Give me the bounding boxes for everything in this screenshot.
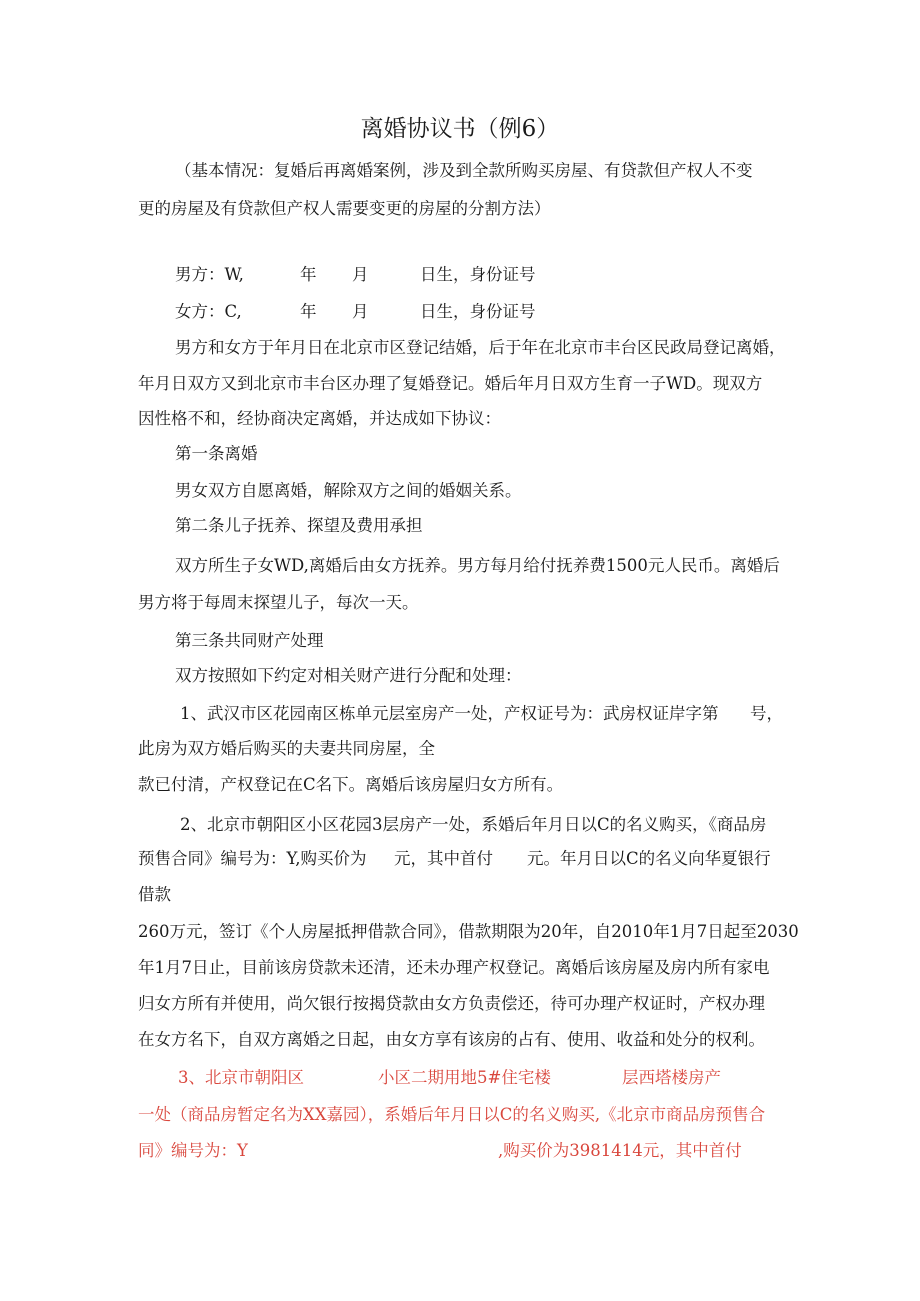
item-3-line-1b: 小区二期用地5#住宅楼 (378, 1068, 551, 1087)
item-2-line-2b: 元，其中首付 (394, 849, 493, 868)
article-2-line-1: 双方所生子女WD,离婚后由女方抚养。男方每月给付抚养费1500元人民币。离婚后 (175, 556, 780, 575)
item-2-line-7: 在女方名下，自双方离婚之日起，由女方享有该房的占有、使用、收益和处分的权利。 (138, 1030, 765, 1049)
woman-info-line (175, 301, 242, 323)
item-2-line-2c: 元。年月日以C的名义向华夏银行 (527, 849, 771, 868)
man-month: 月 (352, 265, 369, 284)
man-year: 年 (300, 265, 317, 284)
article-2-line-2: 男方将于每周末探望儿子，每次一天。 (138, 593, 419, 612)
item-2-line-5: 年1月7日止，目前该房贷款未还清，还未办理产权登记。离婚后该房屋及房内所有家电 (138, 958, 770, 977)
woman-rest: 日生，身份证号 (420, 302, 536, 321)
woman-year: 年 (300, 302, 317, 321)
item-3-line-3a: 同》编号为：Y (138, 1141, 248, 1160)
man-info-line (175, 264, 244, 286)
item-1-line-1a: 1、武汉市区花园南区栋单元层室房产一处，产权证号为：武房权证岸字第 (180, 704, 719, 723)
item-2-line-2a: 预售合同》编号为：Y,购买价为 (138, 849, 367, 868)
item-2-line-4: 260万元，签订《个人房屋抵押借款合同》，借款期限为20年，自2010年1月7日起至2030 (138, 922, 799, 941)
item-3-line-3b: ,购买价为3981414元，其中首付 (498, 1141, 742, 1160)
article-2-heading: 第二条儿子抚养、探望及费用承担 (175, 516, 423, 535)
intro-line-2: 更的房屋及有贷款但产权人需要变更的房屋的分割方法） (138, 199, 551, 218)
article-1-text: 男女双方自愿离婚，解除双方之间的婚姻关系。 (175, 481, 522, 500)
man-label: 男方：W, (175, 265, 244, 284)
preamble-line-1: 男方和女方于年月日在北京市区登记结婚，后于年在北京市丰台区民政局登记离婚， (175, 338, 786, 357)
article-3-intro: 双方按照如下约定对相关财产进行分配和处理： (175, 666, 522, 685)
preamble-line-2: 年月日双方又到北京市丰台区办理了复婚登记。婚后年月日双方生育一子WD。现双方 (138, 374, 763, 393)
item-1-line-3: 款已付清，产权登记在C名下。离婚后该房屋归女方所有。 (138, 775, 564, 794)
item-1-line-1b: 号， (750, 704, 783, 723)
item-2-line-1: 2、北京市朝阳区小区花园3层房产一处，系婚后年月日以C的名义购买，《商品房 (180, 815, 767, 834)
intro-line-1: （基本情况：复婚后再离婚案例，涉及到全款所购买房屋、有贷款但产权人不变 (175, 161, 753, 180)
article-1-heading: 第一条离婚 (175, 444, 258, 463)
item-1-line-2: 此房为双方婚后购买的夫妻共同房屋，全 (138, 739, 435, 758)
document-title: 离婚协议书（例6） (360, 116, 560, 142)
preamble-line-3: 因性格不和，经协商决定离婚，并达成如下协议： (138, 409, 501, 428)
woman-label: 女方：C, (175, 302, 242, 321)
man-rest: 日生，身份证号 (420, 265, 536, 284)
woman-month: 月 (352, 302, 369, 321)
item-2-line-3: 借款 (138, 885, 171, 904)
item-3-line-1a: 3、北京市朝阳区 (178, 1068, 304, 1087)
item-3-line-2: 一处（商品房暂定名为XX嘉园），系婚后年月日以C的名义购买,《北京市商品房预售合 (138, 1105, 766, 1124)
item-2-line-6: 归女方所有并使用，尚欠银行按揭贷款由女方负责偿还，待可办理产权证时，产权办理 (138, 994, 765, 1013)
item-3-line-1c: 层西塔楼房产 (622, 1068, 721, 1087)
article-3-heading: 第三条共同财产处理 (175, 631, 324, 650)
